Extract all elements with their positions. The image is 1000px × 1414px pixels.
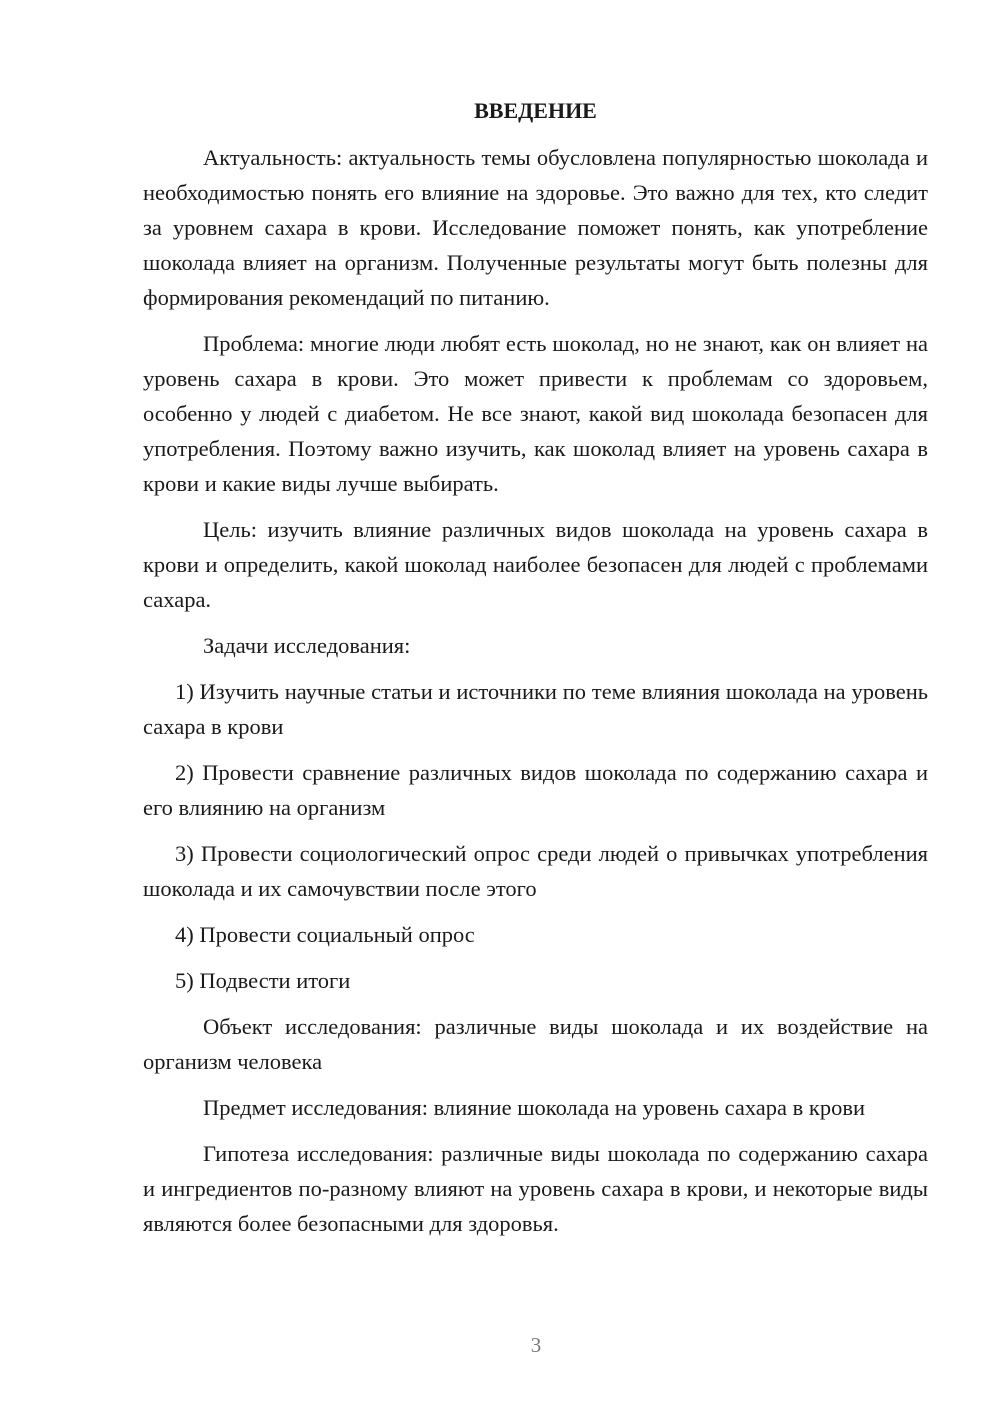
tasks-heading: Задачи исследования: — [203, 633, 411, 658]
subject-paragraph: Предмет исследования: влияние шоколада на уровень сахара в крови — [203, 1095, 866, 1120]
section-title: ВВЕДЕНИЕ — [474, 98, 597, 123]
document-page — [143, 96, 928, 1252]
object-paragraph: Объект исследования: различные виды шоколада и их воздействие на организм человека — [143, 1014, 928, 1074]
task-item: 4) Провести социальный опрос — [175, 922, 475, 947]
hypothesis-paragraph: Гипотеза исследования: различные виды шоколада по содержанию сахара и ингредиентов по-разному влияют на уровень сахара в крови, и некоторые виды являются более безопасными для здоровья. — [143, 1141, 928, 1236]
task-item: 5) Подвести итоги — [175, 968, 351, 993]
task-item: 1) Изучить научные статьи и источники по теме влияния шоколада на уровень сахара в крови — [143, 679, 928, 739]
relevance-paragraph: Актуальность: актуальность темы обусловлена популярностью шоколада и необходимостью понять его влияние на здоровье. Это важно для тех, кто следит за уровнем сахара в крови. Исследование поможет понять, как употребление шоколада влияет на организм. Полученные результаты могут быть полезны для формирования рекомендаций по питанию. — [143, 145, 928, 310]
task-item: 2) Провести сравнение различных видов шоколада по содержанию сахара и его влиянию на организм — [143, 760, 928, 820]
problem-paragraph: Проблема: многие люди любят есть шоколад, но не знают, как он влияет на уровень сахара в крови. Это может привести к проблемам со здоровьем, особенно у людей с диабетом. Не все знают, какой вид шоколада безопасен для употребления. Поэтому важно изучить, как шоколад влияет на уровень сахара в крови и какие виды лучше выбирать. — [143, 331, 928, 496]
page-number: 3 — [530, 1333, 542, 1357]
task-item: 3) Провести социологический опрос среди людей о привычках употребления шоколада и их самочувствии после этого — [143, 841, 928, 901]
goal-paragraph: Цель: изучить влияние различных видов шоколада на уровень сахара в крови и определить, какой шоколад наиболее безопасен для людей с проблемами сахара. — [143, 517, 928, 612]
